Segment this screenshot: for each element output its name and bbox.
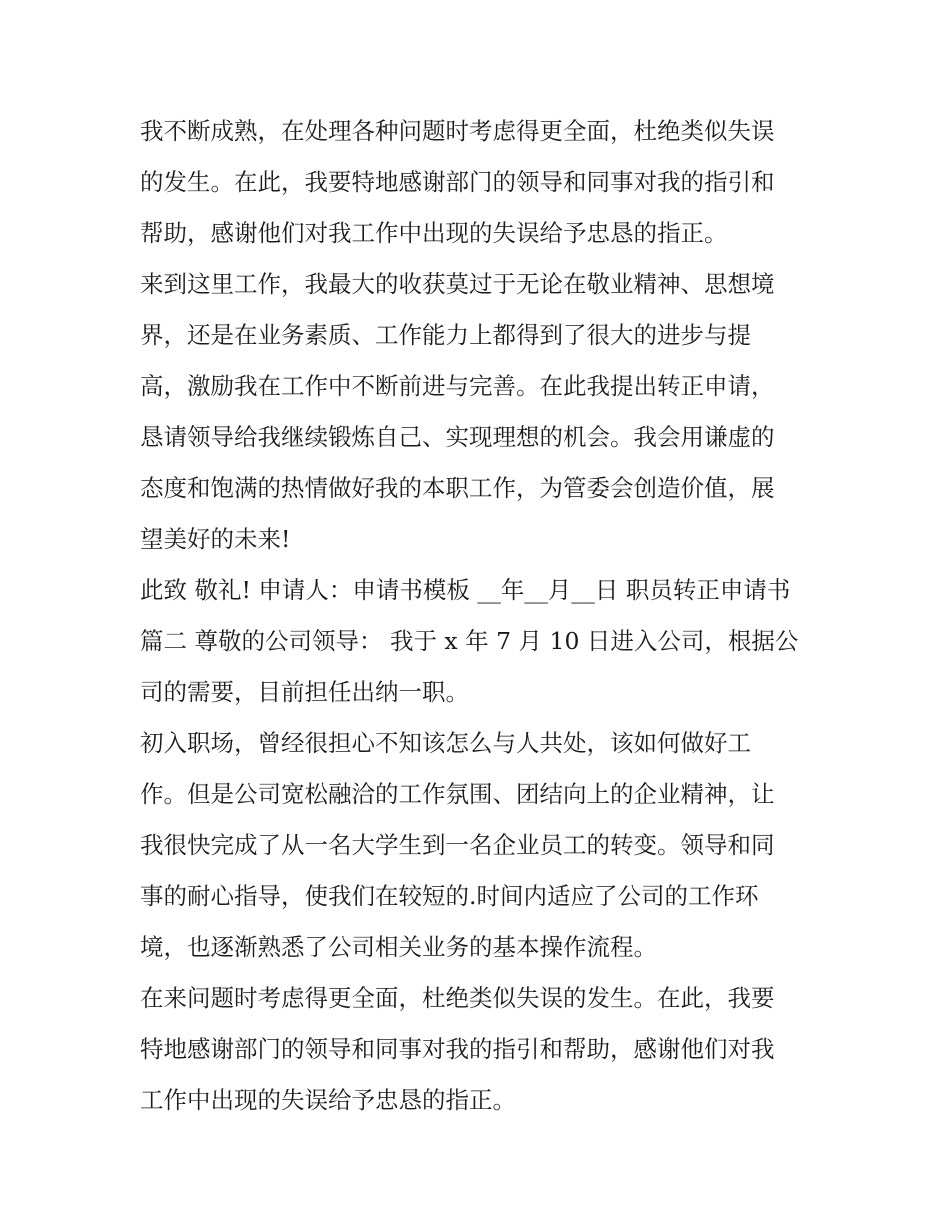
text-line: 的发生。在此，我要特地感谢部门的领导和同事对我的指引和 — [140, 168, 775, 196]
paragraph-2 — [140, 259, 815, 565]
text-line: 境，也逐渐熟悉了公司相关业务的基本操作流程。 — [140, 933, 657, 961]
paragraph-1 — [140, 106, 815, 259]
text-line: 我不断成熟，在处理各种问题时考虑得更全面，杜绝类似失误 — [140, 117, 775, 145]
text-line: 高，激励我在工作中不断前进与完善。在此我提出转正申请， — [140, 372, 775, 400]
paragraph-5 — [140, 973, 815, 1126]
text-line: 篇二 尊敬的公司领导： 我于 x 年 7 月 10 日进入公司，根据公 — [140, 627, 799, 655]
text-line: 初入职场，曾经很担心不知该怎么与人共处，该如何做好工 — [140, 729, 751, 757]
text-line: 此致 敬礼! 申请人：申请书模板 __年__月__日 职员转正申请书 — [140, 576, 791, 604]
text-line: 态度和饱满的热情做好我的本职工作，为管委会创造价值，展 — [140, 474, 775, 502]
paragraph-3 — [140, 565, 815, 718]
text-line: 恳请领导给我继续锻炼自己、实现理想的机会。我会用谦虚的 — [140, 423, 775, 451]
text-line: 界，还是在业务素质、工作能力上都得到了很大的进步与提 — [140, 321, 751, 349]
text-line: 司的需要，目前担任出纳一职。 — [140, 678, 469, 706]
document-body — [140, 106, 815, 1126]
text-line: 我很快完成了从一名大学生到一名企业员工的转变。领导和同 — [140, 831, 775, 859]
text-line: 在来问题时考虑得更全面，杜绝类似失误的发生。在此，我要 — [140, 984, 775, 1012]
text-line: 来到这里工作，我最大的收获莫过于无论在敬业精神、思想境 — [140, 270, 775, 298]
text-line: 特地感谢部门的领导和同事对我的指引和帮助，感谢他们对我 — [140, 1035, 775, 1063]
text-line: 工作中出现的失误给予忠恳的指正。 — [140, 1086, 516, 1114]
text-line: 作。但是公司宽松融洽的工作氛围、团结向上的企业精神，让 — [140, 780, 775, 808]
text-line: 事的耐心指导，使我们在较短的.时间内适应了公司的工作环 — [140, 882, 759, 910]
text-line: 望美好的未来! — [140, 525, 291, 553]
paragraph-4 — [140, 718, 815, 973]
text-line: 帮助，感谢他们对我工作中出现的失误给予忠恳的指正。 — [140, 219, 728, 247]
